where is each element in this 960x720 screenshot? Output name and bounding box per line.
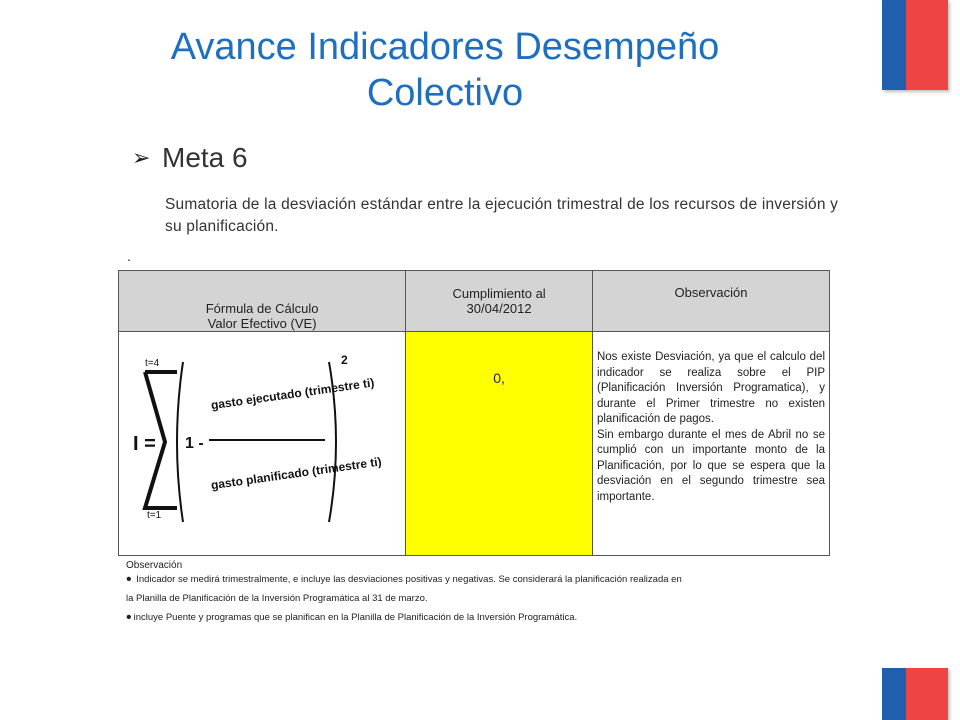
formula-denominator: gasto planificado (trimestre ti): [210, 454, 383, 493]
cumplimiento-value-cell: [406, 332, 593, 556]
flag-decoration-bottom: [882, 668, 948, 720]
footnote-text-3: incluye Puente y programas que se planifican en la Planilla de Planificación de la Inversión Programática.: [133, 612, 578, 623]
header-cumplimiento-line2: 30/04/2012: [466, 301, 532, 316]
header-formula: [119, 271, 406, 332]
arrow-bullet-icon: ➢: [132, 145, 151, 170]
bullet-dot-icon: •: [126, 609, 132, 626]
footnotes-label: Observación: [126, 560, 183, 571]
header-observacion: [592, 271, 829, 332]
cumplimiento-value: 0,: [493, 370, 505, 386]
observacion-cell: [592, 332, 829, 556]
formula-one: 1 -: [185, 435, 204, 452]
slide-title: Avance Indicadores Desempeño Colectivo: [170, 26, 720, 114]
footnote-line: [126, 573, 826, 586]
footnote-line: [126, 592, 826, 605]
formula-image: [119, 332, 403, 550]
formula-exponent: 2: [341, 353, 348, 367]
table-header-row: [119, 271, 830, 332]
meta-description: Sumatoria de la desviación estándar entre la ejecución trimestral de los recursos de inversión y su planificación.: [165, 196, 839, 235]
footnotes: [126, 560, 826, 630]
flag-decoration-top: [882, 0, 948, 90]
header-formula-line1: Fórmula de Cálculo: [205, 301, 319, 316]
footnote-line: [126, 611, 826, 624]
flag-red-stripe: [906, 0, 948, 90]
stray-dot: .: [127, 248, 131, 264]
meta-bullet: [132, 142, 248, 174]
header-cumplimiento: [406, 271, 593, 332]
formula-numerator: gasto ejecutado (trimestre ti): [210, 375, 376, 413]
formula-sum-top: t=4: [145, 358, 160, 369]
header-cumplimiento-line1: Cumplimiento al: [452, 286, 546, 301]
indicator-table: [118, 270, 830, 556]
observacion-paragraph-2: Sin embargo durante el mes de Abril no se cumplió con un importante monto de la Planificación, por lo que se espera que la desviación en el segundo trimestre sea importante.: [596, 428, 825, 503]
flag-blue-stripe: [882, 668, 906, 720]
flag-red-stripe: [906, 668, 948, 720]
left-paren: [177, 362, 183, 522]
footnote-text-1: Indicador se medirá trimestralmente, e incluye las desviaciones positivas y negativas. Se considerará la planificación realizada en: [133, 574, 682, 585]
header-observacion-label: Observación: [674, 285, 748, 300]
table-row: [119, 332, 830, 556]
bullet-dot-icon: •: [126, 571, 132, 588]
flag-blue-stripe: [882, 0, 906, 90]
formula-lhs: I =: [133, 433, 156, 455]
formula-cell: [119, 332, 406, 556]
header-formula-line2: Valor Efectivo (VE): [207, 316, 317, 331]
meta-label: Meta 6: [162, 142, 248, 173]
footnote-text-2: la Planilla de Planificación de la Inversión Programática al 31 de marzo.: [126, 593, 428, 604]
observacion-paragraph-1: Nos existe Desviación, ya que el calculo del indicador se realiza sobre el PIP (Planificación Inversión Programatica), y durante el Primer trimestre no existen planificación de pagos.: [596, 351, 825, 425]
formula-sum-bottom: t=1: [147, 510, 162, 521]
